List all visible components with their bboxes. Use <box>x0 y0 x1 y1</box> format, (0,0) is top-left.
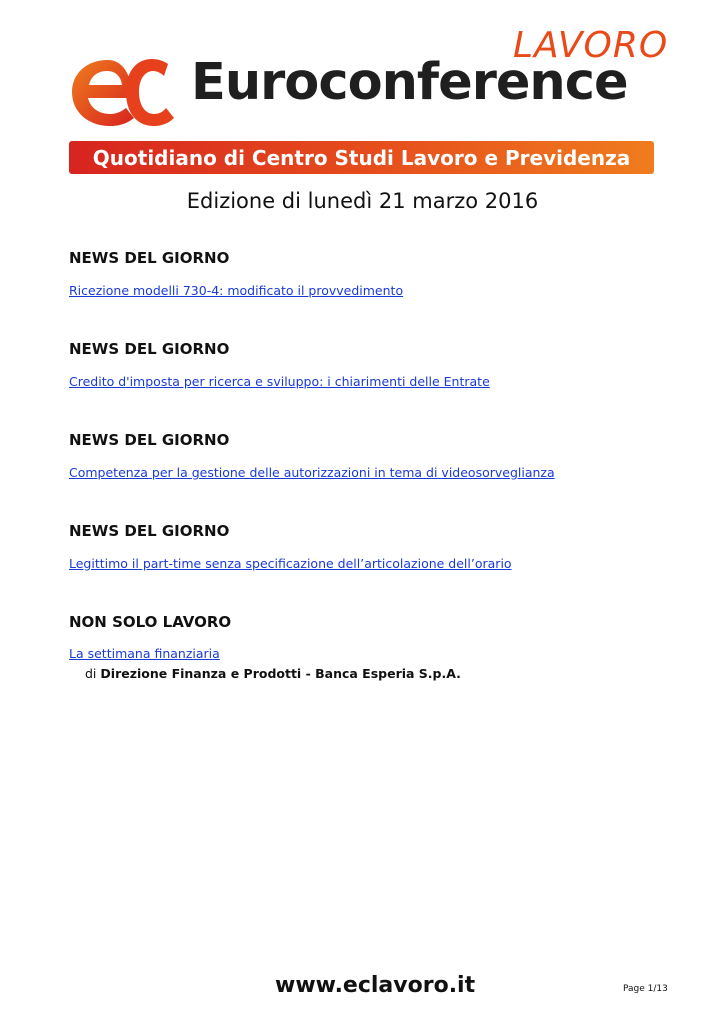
section-heading: NEWS DEL GIORNO <box>69 522 230 540</box>
brand-name: Euroconference <box>191 53 628 112</box>
news-section <box>69 248 669 339</box>
section-heading: NEWS DEL GIORNO <box>69 249 230 267</box>
page-number: Page 1/13 <box>623 984 668 994</box>
section-heading: NEWS DEL GIORNO <box>69 340 230 358</box>
tagline-text: Quotidiano di Centro Studi Lavoro e Previdenza <box>92 145 631 170</box>
news-section <box>69 521 669 612</box>
section-heading: NON SOLO LAVORO <box>69 613 232 631</box>
section-heading: NEWS DEL GIORNO <box>69 431 230 449</box>
news-list <box>69 248 669 703</box>
news-section <box>69 612 669 703</box>
byline-author: Direzione Finanza e Prodotti - Banca Esperia S.p.A. <box>100 666 461 681</box>
brand-subtitle: LAVORO <box>513 25 669 66</box>
article-link[interactable]: La settimana finanziaria <box>69 646 220 661</box>
article-byline <box>69 666 669 681</box>
edition-title: Edizione di lunedì 21 marzo 2016 <box>186 189 539 213</box>
article-link[interactable]: Ricezione modelli 730-4: modificato il provvedimento <box>69 283 404 298</box>
article-link[interactable]: Credito d'imposta per ricerca e sviluppo: i chiarimenti delle Entrate <box>69 374 490 389</box>
article-link[interactable]: Legittimo il part-time senza specificazione dell’articolazione dell’orario <box>69 556 512 571</box>
article-link[interactable]: Competenza per la gestione delle autorizzazioni in tema di videosorveglianza <box>69 465 555 480</box>
euroconference-logo-icon <box>68 52 184 130</box>
tagline-banner <box>69 141 654 174</box>
byline-prefix: di <box>85 666 97 681</box>
news-section <box>69 430 669 521</box>
footer-url[interactable]: www.eclavoro.it <box>275 973 476 998</box>
news-section <box>69 339 669 430</box>
